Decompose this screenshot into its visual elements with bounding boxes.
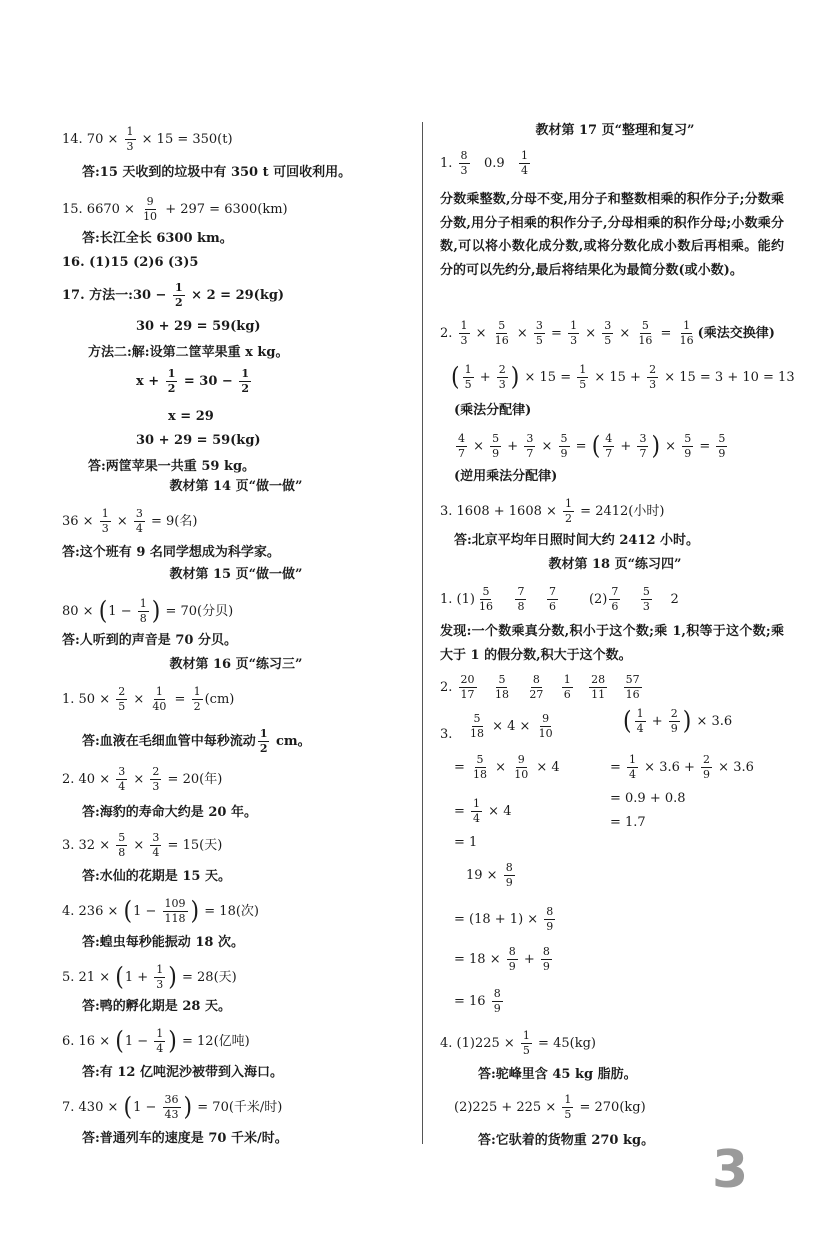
q17-method2-total: 30 + 29 = 59(kg) [136,433,261,448]
s3b-line3: = 0.9 + 0.8 [610,791,686,806]
s3a-line3: = $\frac{1}{4}$ × 4 [454,797,512,825]
ex3-answer: 答:水仙的花期是 15 天。 [82,869,231,884]
q17-method1-eq2: 30 + 29 = 59(kg) [136,319,261,334]
r3-answer: 答:北京平均年日照时间大约 2412 小时。 [454,533,700,548]
s3c-line2: = (18 + 1) × $\frac{8}{9}$ [454,905,554,933]
q14-answer: 答:15 天收到的垃圾中有 350 t 可回收利用。 [82,165,352,180]
r1-rule-paragraph: 分数乘整数,分母不变,用分子和整数相乘的积作分子;分数乘分数,用分子相乘的积作分子,分母相乘的积作分母;小数乘分数,可以将小数化成分数,或将分数化成小数后再相乘。能约分的可以先约分,最后将结果化为最简分数(或小数)。 [440,192,784,278]
s3c-line3: = 18 × $\frac{8}{9}$ + $\frac{8}{9}$ [454,945,550,973]
s4-part1-answer: 答:驼峰里含 45 kg 脂肪。 [478,1067,637,1082]
s3c-line4: = 16 $\frac{8}{9}$ [454,987,501,1015]
ex6-answer: 答:有 12 亿吨泥沙被带到入海口。 [82,1065,283,1080]
q17-method2-setup: 方法二:解:设第二筐苹果重 x kg。 [88,345,289,360]
ex4-equation: 4. 236 × ( 1 − $\frac{109}{118}$ ) = 18(次) [62,896,259,926]
q16-answers: 16. (1)15 (2)6 (3)5 [62,255,199,270]
ex1-equation: 1. 50 × $\frac{2}{5}$ × $\frac{1}{40}$ = $\frac{1}{2}$ (cm) [62,685,235,713]
section-heading-p17: 教材第 17 页“整理和复习” [535,123,695,138]
r2-line1: 2. $\frac{1}{3}$ × $\frac{5}{16}$ × $\frac{3}{5}$ = $\frac{1}{3}$ × $\frac{3}{5}$ × $\frac{5}{16}$ = $\frac{1}{16}$ (乘法交换律) [440,319,775,347]
ex6-equation: 6. 16 × ( 1 − $\frac{1}{4}$ ) = 12(亿吨) [62,1026,250,1056]
q15-answer: 答:长江全长 6300 km。 [82,231,233,246]
q17-method2-solution: x = 29 [168,409,214,424]
s4-part1-equation: 4. (1)225 × $\frac{1}{5}$ = 45(kg) [440,1029,596,1057]
s2-answers: 2. $\frac{20}{17}$ $\frac{5}{18}$ $\frac{8}{27}$ $\frac{1}{6}$ $\frac{28}{11}$ $\frac{57}{16}$ [440,673,640,701]
ex5-answer: 答:鸭的孵化期是 28 天。 [82,999,231,1014]
q15-equation: 15. 6670 × $\frac{9}{10}$ + 297 = 6300(km) [62,195,288,223]
p14-equation: 36 × $\frac{1}{3}$ × $\frac{3}{4}$ = 9(名) [62,507,198,535]
s3-label: 3. [440,727,453,742]
page-number: 3 [712,1140,749,1200]
section-heading-p15: 教材第 15 页“做一做” [169,567,303,582]
q17-answer: 答:两筐苹果一共重 59 kg。 [88,459,256,474]
r3-equation: 3. 1608 + 1608 × $\frac{1}{2}$ = 2412(小时) [440,497,665,525]
p14-answer: 答:这个班有 9 名同学想成为科学家。 [62,545,280,560]
q17-method2-eq: x + $\frac{1}{2}$ = 30 − $\frac{1}{2}$ [136,367,249,395]
section-heading-p16: 教材第 16 页“练习三” [169,657,303,672]
s3b-line4: = 1.7 [610,815,646,830]
s3b-line1: ( $\frac{1}{4}$ + $\frac{2}{9}$ ) × 3.6 [623,706,733,736]
s3a-line1: $\frac{5}{18}$ × 4 × $\frac{9}{10}$ [470,712,553,740]
ex1-answer: 答:血液在毛细血管中每秒流动 $\frac{1}{2}$ cm。 [82,727,311,755]
section-heading-p18: 教材第 18 页“练习四” [548,557,682,572]
s1-discovery-paragraph: 发现:一个数乘真分数,积小于这个数;乘 1,积等于这个数;乘大于 1 的假分数,积大于这个数。 [440,624,784,663]
s3a-line2: = $\frac{5}{18}$ × $\frac{9}{10}$ × 4 [454,753,560,781]
ex4-answer: 答:蝗虫每秒能振动 18 次。 [82,935,244,950]
ex7-answer: 答:普通列车的速度是 70 千米/时。 [82,1131,288,1146]
r1-answers: 1. $\frac{8}{3}$ 0.9 $\frac{1}{4}$ [440,149,529,177]
r2-line3: $\frac{4}{7}$ × $\frac{5}{9}$ + $\frac{3}{7}$ × $\frac{5}{9}$ = ( $\frac{4}{7}$ + $\frac{3}{7}$ ) × $\frac{5}{9}$ = $\frac{5}{9}$ [458,431,726,461]
r2-law3: (逆用乘法分配律) [454,469,558,484]
s3b-line2: = $\frac{1}{4}$ × 3.6 + $\frac{2}{9}$ × 3.6 [610,753,754,781]
s4-part2-equation: (2)225 + 225 × $\frac{1}{5}$ = 270(kg) [454,1093,646,1121]
ex2-answer: 答:海豹的寿命大约是 20 年。 [82,805,257,820]
q17-method1-eq1: 17. 方法一:30 − $\frac{1}{2}$ × 2 = 29(kg) [62,281,285,309]
s1-answers: 1. (1) $\frac{5}{16}$ $\frac{7}{8}$ $\frac{7}{6}$ (2) $\frac{7}{6}$ $\frac{5}{3}$ 2 [440,585,679,613]
ex2-equation: 2. 40 × $\frac{3}{4}$ × $\frac{2}{3}$ = 20(年) [62,765,223,793]
p15-equation: 80 × ( 1 − $\frac{1}{8}$ ) = 70(分贝) [62,596,234,626]
s3a-line4: = 1 [454,835,478,850]
r2-line2: ( $\frac{1}{5}$ + $\frac{2}{3}$ ) × 15 = $\frac{1}{5}$ × 15 + $\frac{2}{3}$ × 15 = 3 + 10 = 13 [451,362,795,392]
s3c-line1: 19 × $\frac{8}{9}$ [466,861,513,889]
ex3-equation: 3. 32 × $\frac{5}{8}$ × $\frac{3}{4}$ = 15(天) [62,831,223,859]
section-heading-p14: 教材第 14 页“做一做” [169,479,303,494]
column-divider [422,122,423,1144]
s4-part2-answer: 答:它驮着的货物重 270 kg。 [478,1133,655,1148]
p15-answer: 答:人听到的声音是 70 分贝。 [62,633,237,648]
q14-equation: 14. 70 × $\frac{1}{3}$ × 15 = 350(t) [62,125,233,153]
ex5-equation: 5. 21 × ( 1 + $\frac{1}{3}$ ) = 28(天) [62,962,237,992]
ex7-equation: 7. 430 × ( 1 − $\frac{36}{43}$ ) = 70(千米/时) [62,1092,283,1122]
r2-law2: (乘法分配律) [454,403,532,418]
